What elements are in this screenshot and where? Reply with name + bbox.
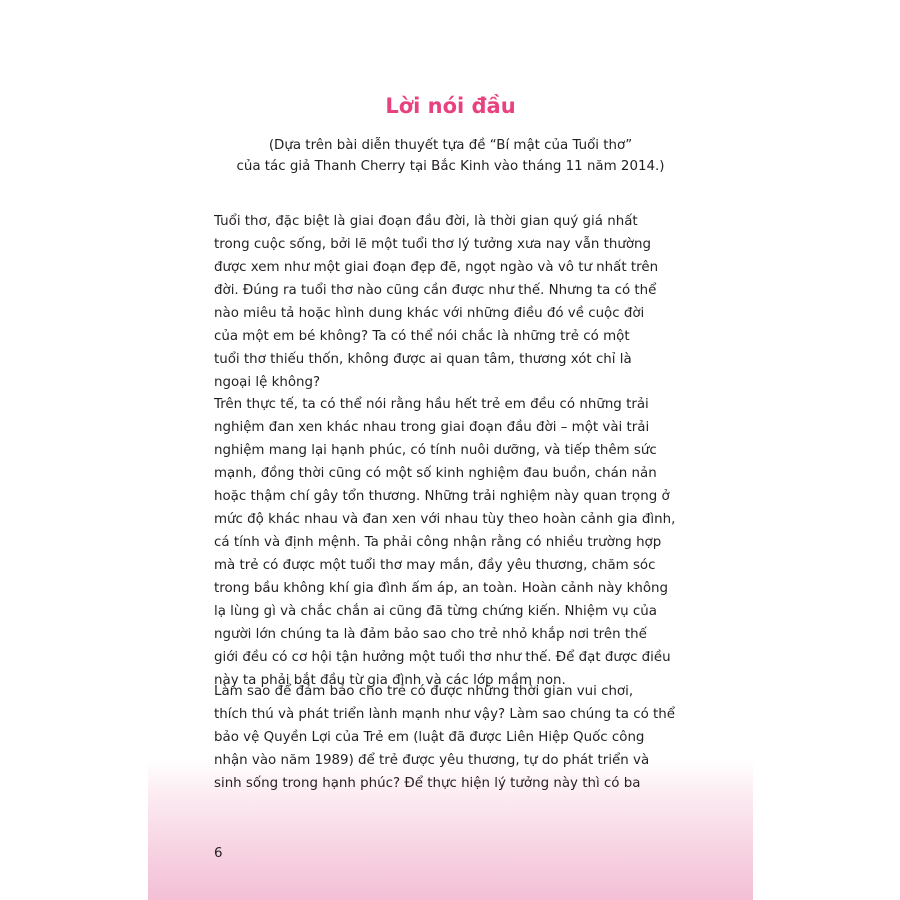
text-line: cá tính và định mệnh. Ta phải công nhận rằng có nhiều trường hợp [214, 535, 662, 550]
text-line: trong bầu không khí gia đình ấm áp, an toàn. Hoàn cảnh này không [214, 581, 668, 596]
text-line: lạ lùng gì và chắc chắn ai cũng đã từng chứng kiến. Nhiệm vụ của [214, 604, 657, 619]
paragraph-1 [214, 210, 689, 394]
text-line: nào miêu tả hoặc hình dung khác với những điều đó về cuộc đời [214, 306, 645, 321]
paragraph-3 [214, 680, 689, 795]
text-line: người lớn chúng ta là đảm bảo sao cho trẻ nhỏ khắp nơi trên thế [214, 627, 647, 642]
text-line: này ta phải bắt đầu từ gia đình và các lớp mầm non. [214, 673, 566, 688]
paragraph-2 [214, 393, 689, 692]
text-line: thích thú và phát triển lành mạnh như vậy? Làm sao chúng ta có thể [214, 707, 676, 722]
text-line: bảo vệ Quyền Lợi của Trẻ em (luật đã được Liên Hiệp Quốc công [214, 730, 645, 745]
page-number: 6 [214, 846, 223, 861]
subtitle-line: của tác giả Thanh Cherry tại Bắc Kinh vào tháng 11 năm 2014.) [236, 159, 665, 174]
subtitle-line: (Dựa trên bài diễn thuyết tựa đề “Bí mật của Tuổi thơ” [268, 138, 633, 153]
page-title: Lời nói đầu [385, 94, 516, 118]
text-line: đời. Đúng ra tuổi thơ nào cũng cần được như thế. Nhưng ta có thể [214, 283, 657, 298]
text-line: sinh sống trong hạnh phúc? Để thực hiện lý tưởng này thì có ba [214, 776, 641, 791]
text-line: nhận vào năm 1989) để trẻ được yêu thương, tự do phát triển và [214, 753, 650, 768]
subtitle [148, 135, 753, 177]
text-line: nghiệm đan xen khác nhau trong giai đoạn đầu đời – một vài trải [214, 420, 650, 435]
text-line: ngoại lệ không? [214, 375, 321, 390]
text-line: hoặc thậm chí gây tổn thương. Những trải nghiệm này quan trọng ở [214, 489, 670, 504]
text-line: mạnh, đồng thời cũng có một số kinh nghiệm đau buồn, chán nản [214, 466, 657, 481]
text-line: Tuổi thơ, đặc biệt là giai đoạn đầu đời, là thời gian quý giá nhất [214, 214, 638, 229]
text-line: trong cuộc sống, bởi lẽ một tuổi thơ lý tưởng xưa nay vẫn thường [214, 237, 652, 252]
book-page [148, 0, 753, 900]
text-line: mức độ khác nhau và đan xen với nhau tùy theo hoàn cảnh gia đình, [214, 512, 676, 527]
text-line: nghiệm mang lại hạnh phúc, có tính nuôi dưỡng, và tiếp thêm sức [214, 443, 657, 458]
text-line: tuổi thơ thiếu thốn, không được ai quan tâm, thương xót chỉ là [214, 352, 632, 367]
text-line: Trên thực tế, ta có thể nói rằng hầu hết trẻ em đều có những trải [214, 397, 649, 412]
text-line: được xem như một giai đoạn đẹp đẽ, ngọt ngào và vô tư nhất trên [214, 260, 659, 275]
text-line: Làm sao để đảm bảo cho trẻ có được những thời gian vui chơi, [214, 684, 634, 699]
text-line: của một em bé không? Ta có thể nói chắc là những trẻ có một [214, 329, 630, 344]
text-line: giới đều có cơ hội tận hưởng một tuổi thơ như thế. Để đạt được điều [214, 650, 671, 665]
text-line: mà trẻ có được một tuổi thơ may mắn, đầy yêu thương, chăm sóc [214, 558, 656, 573]
